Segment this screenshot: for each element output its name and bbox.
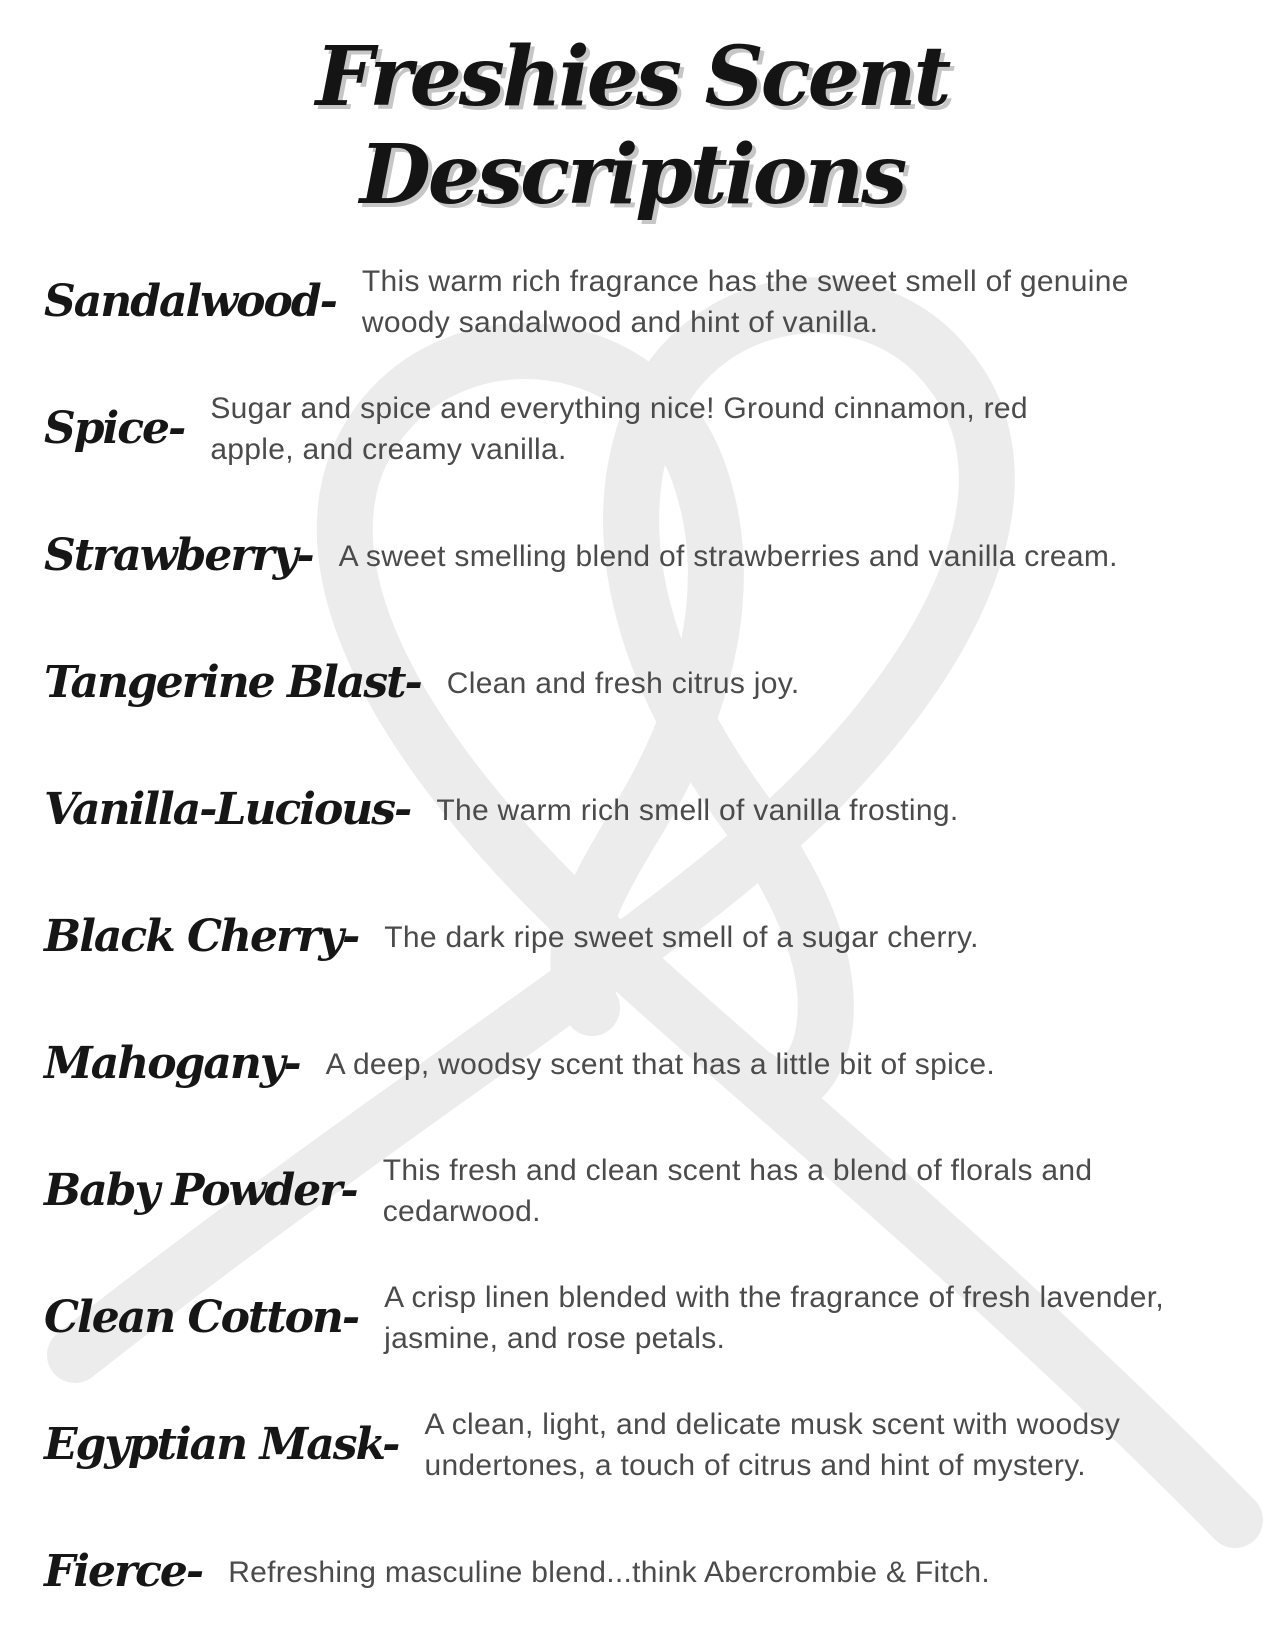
scent-description: A sweet smelling blend of strawberries and vanilla cream. — [338, 539, 1118, 573]
scent-description: The warm rich smell of vanilla frosting. — [436, 793, 959, 827]
scent-name: Sandalwood- — [44, 276, 336, 328]
scent-row — [44, 874, 1220, 1001]
scent-description: This fresh and clean scent has a blend of florals and cedarwood. — [382, 1153, 1093, 1229]
scent-description: Refreshing masculine blend...think Abercrombie & Fitch. — [228, 1555, 991, 1589]
scent-description: The dark ripe sweet smell of a sugar cherry. — [384, 920, 979, 954]
scent-name: Spice- — [44, 403, 185, 455]
scent-name: Strawberry- — [44, 530, 313, 582]
scent-description: This warm rich fragrance has the sweet smell of genuine woody sandalwood and hint of vanilla. — [361, 264, 1129, 340]
scent-row — [44, 1128, 1220, 1255]
scent-name: Black Cherry- — [44, 911, 359, 963]
scent-row — [44, 1509, 1220, 1629]
scent-row — [44, 1001, 1220, 1128]
scent-name: Vanilla-Lucious- — [44, 784, 411, 836]
scent-name: Baby Powder- — [44, 1165, 357, 1217]
scent-description: Sugar and spice and everything nice! Ground cinnamon, red apple, and creamy vanilla. — [210, 391, 1028, 467]
scent-name: Egyptian Mask- — [44, 1419, 399, 1471]
scent-name: Mahogany- — [44, 1038, 300, 1090]
scent-name: Fierce- — [44, 1546, 203, 1598]
scent-description: Clean and fresh citrus joy. — [446, 666, 800, 700]
scent-row — [44, 1255, 1220, 1382]
scent-row — [44, 239, 1220, 366]
scent-row — [44, 620, 1220, 747]
scent-description: A deep, woodsy scent that has a little bit of spice. — [325, 1047, 995, 1081]
scent-row — [44, 1382, 1220, 1509]
scent-row — [44, 366, 1220, 493]
scent-description: A clean, light, and delicate musk scent with woodsy undertones, a touch of citrus and hint of mystery. — [424, 1407, 1121, 1483]
page-title: Freshies Scent Descriptions — [315, 29, 949, 224]
scent-description: A crisp linen blended with the fragrance of fresh lavender, jasmine, and rose petals. — [384, 1280, 1165, 1356]
scent-row — [44, 493, 1220, 620]
scent-name: Clean Cotton- — [44, 1292, 359, 1344]
scent-row — [44, 747, 1220, 874]
scent-name: Tangerine Blast- — [44, 657, 421, 709]
